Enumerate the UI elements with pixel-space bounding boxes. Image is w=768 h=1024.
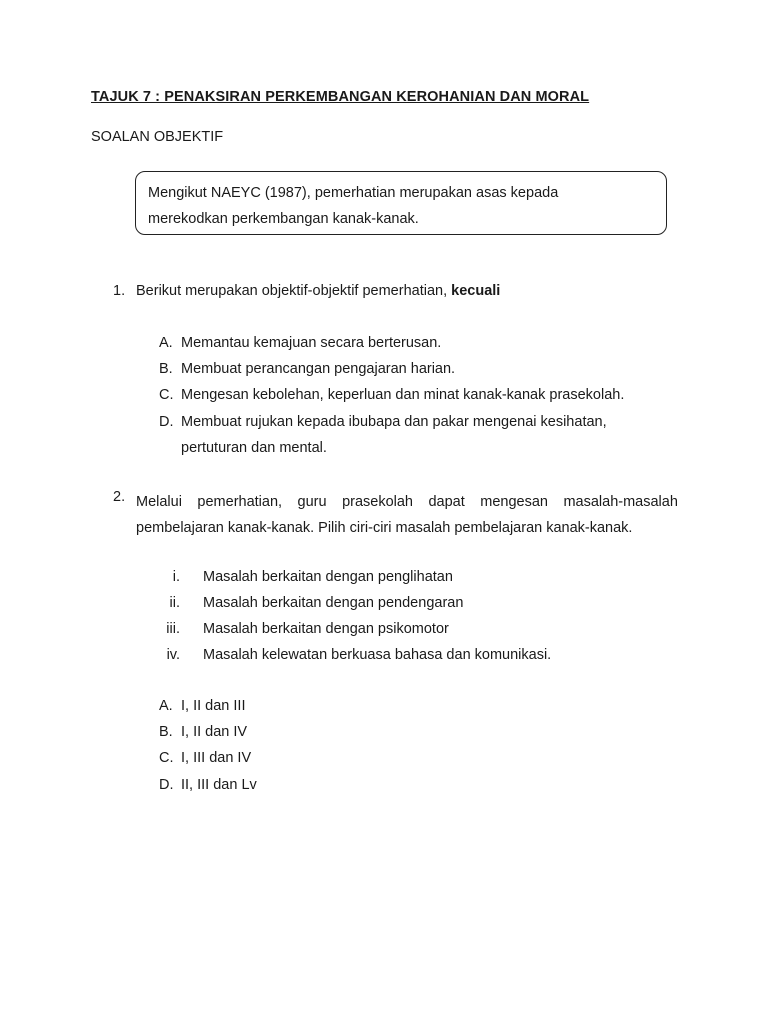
info-box-line-2: merekodkan perkembangan kanak-kanak. — [148, 211, 419, 227]
q2-option-b-letter: B. — [159, 724, 173, 740]
q2-word: dapat — [428, 494, 465, 510]
q2-word: pemerhatian, — [197, 494, 283, 510]
q1-option-b-text: Membuat perancangan pengajaran harian. — [181, 361, 456, 377]
question-2-number: 2. — [113, 489, 126, 505]
q2-word: Melalui — [136, 494, 182, 510]
question-2-text — [136, 489, 678, 541]
q2-statement-num: ii. — [169, 595, 180, 611]
question-2-line-1 — [136, 489, 678, 515]
q2-option-c-text: I, III dan IV — [181, 750, 252, 766]
question-1-emphasis: kecuali — [451, 283, 501, 299]
q2-word: guru — [297, 494, 327, 510]
q1-option-a-text: Memantau kemajuan secara berterusan. — [181, 335, 442, 351]
q2-option-d-text: II, III dan Lv — [181, 777, 257, 793]
question-1-text — [136, 283, 500, 299]
q1-option-a-letter: A. — [159, 335, 173, 351]
question-1-stem: Berikut merupakan objektif-objektif pemerhatian, — [136, 283, 452, 299]
section-subtitle: SOALAN OBJEKTIF — [91, 129, 224, 145]
q1-option-d-text: Membuat rujukan kepada ibubapa dan pakar mengenai kesihatan, — [181, 414, 607, 430]
q2-word: masalah-masalah — [563, 494, 678, 510]
q1-option-c-text: Mengesan kebolehan, keperluan dan minat kanak-kanak prasekolah. — [181, 387, 625, 403]
q2-word: mengesan — [480, 494, 548, 510]
info-box-line-1: Mengikut NAEYC (1987), pemerhatian merupakan asas kepada — [148, 185, 559, 201]
q2-option-a-text: I, II dan III — [181, 698, 246, 714]
q1-option-d-letter: D. — [159, 414, 174, 430]
q1-option-b-letter: B. — [159, 361, 173, 377]
question-2-line-2: pembelajaran kanak-kanak. Pilih ciri-ciri masalah pembelajaran kanak-kanak. — [136, 520, 633, 536]
q2-statement-num: iv. — [166, 647, 180, 663]
info-box — [135, 171, 667, 235]
q2-statement-text: Masalah kelewatan berkuasa bahasa dan komunikasi. — [203, 647, 552, 663]
q2-statement-num: iii. — [166, 621, 180, 637]
question-1-number: 1. — [113, 283, 126, 299]
q2-option-d-letter: D. — [159, 777, 174, 793]
q2-option-b-text: I, II dan IV — [181, 724, 248, 740]
q2-statement-num: i. — [172, 569, 180, 585]
q2-statement-text: Masalah berkaitan dengan pendengaran — [203, 595, 464, 611]
q2-word: prasekolah — [342, 494, 413, 510]
q1-option-d-text-cont: pertuturan dan mental. — [181, 440, 327, 456]
q2-statement-text: Masalah berkaitan dengan penglihatan — [203, 569, 453, 585]
q2-option-a-letter: A. — [159, 698, 173, 714]
q2-statement-text: Masalah berkaitan dengan psikomotor — [203, 621, 449, 637]
q1-option-c-letter: C. — [159, 387, 174, 403]
q2-option-c-letter: C. — [159, 750, 174, 766]
page-title: TAJUK 7 : PENAKSIRAN PERKEMBANGAN KEROHANIAN DAN MORAL — [91, 89, 590, 105]
